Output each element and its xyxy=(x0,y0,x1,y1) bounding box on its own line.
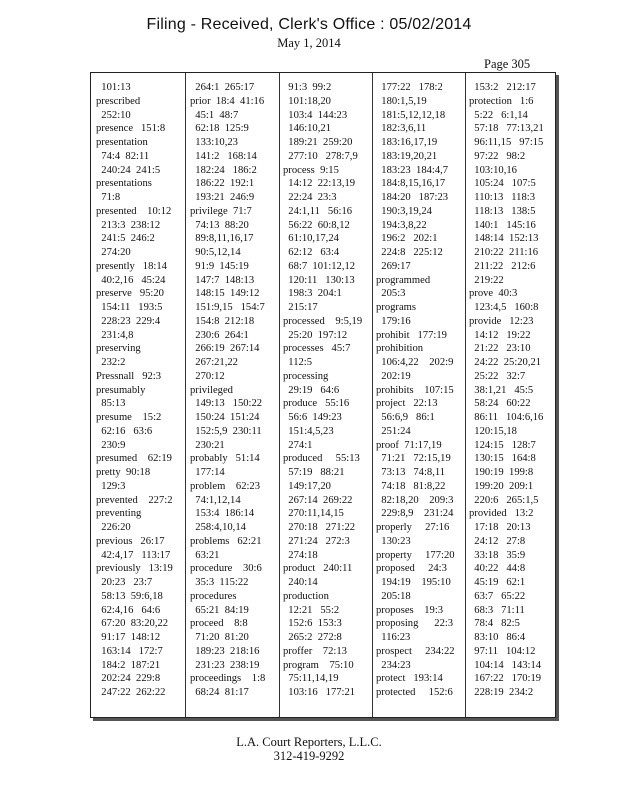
index-entry: 205:18 xyxy=(376,590,411,602)
index-entry: 240:14 xyxy=(283,577,318,588)
index-entry: protection 1:6 xyxy=(469,95,534,107)
index-entry: privilege 71:7 xyxy=(190,205,252,217)
index-entry: 62:16 63:6 xyxy=(96,425,153,437)
index-entry: 62:18 125:9 xyxy=(190,123,249,135)
index-entry: 202:19 xyxy=(376,370,411,382)
index-entry: 25:20 197:12 xyxy=(283,329,348,341)
index-entry: processes 45:7 xyxy=(283,343,351,355)
index-entry: 230:6 264:1 xyxy=(190,329,249,341)
index-entry: 124:15 128:7 xyxy=(469,439,536,451)
index-entry: 56:6 149:23 xyxy=(283,412,342,423)
index-entry: 103:4 144:23 xyxy=(283,109,348,121)
index-entry: 189:21 259:20 xyxy=(283,137,353,148)
index-entry: 57:19 88:21 xyxy=(283,467,345,478)
index-entry: 274:20 xyxy=(96,247,131,258)
index-entry: 40:2,16 45:24 xyxy=(96,274,166,286)
index-entry: 148:14 152:13 xyxy=(469,233,539,245)
index-column-4 xyxy=(376,81,468,717)
index-entry: 152:6 153:3 xyxy=(283,618,342,630)
index-entry: 123:4,5 160:8 xyxy=(469,302,539,313)
index-entry: 189:23 218:16 xyxy=(190,645,260,657)
index-entry: presentations xyxy=(96,178,152,190)
index-entry: 190:19 199:8 xyxy=(469,467,534,478)
index-entry: 154:11 193:5 xyxy=(96,302,163,313)
index-entry: 211:22 212:6 xyxy=(469,260,536,272)
index-entry: 182:24 186:2 xyxy=(190,164,257,176)
index-entry: 91:3 99:2 xyxy=(283,82,332,93)
index-entry: protected 152:6 xyxy=(376,687,453,698)
index-entry: presented 10:12 xyxy=(96,205,172,217)
column-divider xyxy=(185,73,186,717)
index-entry: 194:19 195:10 xyxy=(376,577,451,588)
index-entry: 184:20 187:23 xyxy=(376,192,449,203)
index-entry: 63:21 xyxy=(190,549,220,561)
index-entry: 153:2 212:17 xyxy=(469,82,536,93)
index-entry: proffer 72:13 xyxy=(283,645,347,657)
index-entry: 234:23 xyxy=(376,659,411,671)
index-entry: process 9:15 xyxy=(283,164,339,176)
index-entry: 183:23 184:4,7 xyxy=(376,164,449,176)
index-entry: 74:18 81:8,22 xyxy=(376,480,446,492)
index-entry: product 240:11 xyxy=(283,563,353,575)
index-entry: 181:5,12,12,18 xyxy=(376,109,446,121)
index-entry: 146:10,21 xyxy=(283,123,331,135)
index-entry: 118:13 138:5 xyxy=(469,205,536,217)
index-entry: 74:13 88:20 xyxy=(190,219,249,231)
index-entry: 184:8,15,16,17 xyxy=(376,178,446,190)
index-box xyxy=(90,72,556,718)
index-entry: problem 62:23 xyxy=(190,480,261,492)
index-entry: 241:5 246:2 xyxy=(96,233,155,245)
index-entry: 231:23 238:19 xyxy=(190,659,260,671)
index-entry: 68:3 71:11 xyxy=(469,604,525,616)
index-entry: 199:20 209:1 xyxy=(469,480,534,492)
index-entry: 103:10,16 xyxy=(469,164,517,176)
index-column-5 xyxy=(469,81,561,717)
index-entry: 252:10 xyxy=(96,109,131,121)
index-entry: 147:7 148:13 xyxy=(190,274,255,286)
index-entry: 133:10,23 xyxy=(190,137,238,148)
index-entry: 73:13 74:8,11 xyxy=(376,467,446,478)
index-entry: 193:21 246:9 xyxy=(190,192,255,203)
filing-stamp: Filing - Received, Clerk's Office : 05/02/2014 xyxy=(146,16,472,33)
index-entry: 210:22 211:16 xyxy=(469,247,539,258)
index-entry: privileged xyxy=(190,384,233,396)
index-entry: 56:22 60:8,12 xyxy=(283,219,350,231)
index-entry: procedure 30:6 xyxy=(190,563,262,575)
index-entry: protect 193:14 xyxy=(376,673,443,685)
index-entry: 186:22 192:1 xyxy=(190,178,255,190)
index-entry: 86:11 104:6,16 xyxy=(469,412,544,423)
index-entry: 167:22 170:19 xyxy=(469,673,542,685)
index-entry: 63:7 65:22 xyxy=(469,590,526,602)
index-entry: 274:1 xyxy=(283,439,313,451)
index-entry: 183:16,17,19 xyxy=(376,137,438,148)
index-entry: 271:24 272:3 xyxy=(283,535,350,547)
index-entry: 106:4,22 202:9 xyxy=(376,357,454,368)
index-entry: 179:16 xyxy=(376,315,411,327)
index-entry: 58:13 59:6,18 xyxy=(96,590,163,602)
index-entry: 71:20 81:20 xyxy=(190,632,249,643)
index-entry: 230:9 xyxy=(96,439,126,451)
index-entry: 130:23 xyxy=(376,535,411,547)
column-divider xyxy=(465,73,466,717)
index-entry: presume 15:2 xyxy=(96,412,162,423)
index-column-1 xyxy=(96,81,188,717)
index-entry: 215:17 xyxy=(283,302,318,313)
index-entry: 96:11,15 97:15 xyxy=(469,137,544,148)
index-entry: 65:21 84:19 xyxy=(190,604,249,616)
index-entry: 270:12 xyxy=(190,370,225,382)
index-entry: 24:22 25:20,21 xyxy=(469,357,542,368)
index-entry: prohibition xyxy=(376,343,424,355)
index-entry: presumably xyxy=(96,384,146,396)
index-entry: probably 51:14 xyxy=(190,453,260,465)
index-entry: 75:11,14,19 xyxy=(283,673,339,685)
index-entry: 22:24 23:3 xyxy=(283,192,337,203)
index-entry: program 75:10 xyxy=(283,659,354,671)
index-entry: 116:23 xyxy=(376,632,411,643)
index-entry: 269:17 xyxy=(376,260,411,272)
index-entry: 78:4 82:5 xyxy=(469,618,520,630)
index-entry: 85:13 xyxy=(96,398,126,410)
index-entry: 90:5,12,14 xyxy=(190,247,241,258)
index-entry: 130:15 164:8 xyxy=(469,453,536,465)
index-entry: 67:20 83:20,22 xyxy=(96,618,169,630)
index-entry: 232:2 xyxy=(96,357,126,368)
index-entry: prohibit 177:19 xyxy=(376,329,447,341)
index-entry: 74:4 82:11 xyxy=(96,150,150,162)
index-entry: 183:19,20,21 xyxy=(376,150,438,162)
index-entry: 205:3 xyxy=(376,288,406,300)
index-entry: 38:1,21 45:5 xyxy=(469,384,534,396)
index-entry: 267:14 269:22 xyxy=(283,494,353,506)
index-entry: 17:18 20:13 xyxy=(469,522,531,533)
index-entry: 230:21 xyxy=(190,439,225,451)
index-entry: properly 27:16 xyxy=(376,522,450,533)
index-entry: 184:2 187:21 xyxy=(96,659,161,671)
index-entry: 190:3,19,24 xyxy=(376,205,432,217)
index-entry: 21:22 23:10 xyxy=(469,343,531,355)
index-entry: property 177:20 xyxy=(376,549,455,561)
index-entry: produce 55:16 xyxy=(283,398,350,410)
deposition-date: May 1, 2014 xyxy=(277,36,341,50)
index-entry: 196:2 202:1 xyxy=(376,233,438,245)
index-entry: proposing 22:3 xyxy=(376,618,454,630)
index-entry: presumed 62:19 xyxy=(96,453,172,465)
index-entry: Pressnall 92:3 xyxy=(96,370,162,382)
index-entry: 274:18 xyxy=(283,549,318,561)
index-entry: presence 151:8 xyxy=(96,123,166,135)
index-entry: 151:4,5,23 xyxy=(283,425,334,437)
index-entry: 152:5,9 230:11 xyxy=(190,425,262,437)
index-entry: prevented 227:2 xyxy=(96,494,173,506)
index-entry: 228:23 229:4 xyxy=(96,315,161,327)
index-entry: 226:20 xyxy=(96,522,131,533)
index-entry: presently 18:14 xyxy=(96,260,167,272)
index-entry: 14:12 19:22 xyxy=(469,329,531,341)
index-entry: preventing xyxy=(96,508,142,520)
index-entry: 129:3 xyxy=(96,480,126,492)
index-entry: 82:18,20 209:3 xyxy=(376,494,454,506)
index-entry: 265:2 272:8 xyxy=(283,632,342,643)
index-entry: 198:3 204:1 xyxy=(283,288,342,300)
index-entry: 56:6,9 86:1 xyxy=(376,412,435,423)
index-entry: 20:23 23:7 xyxy=(96,577,153,588)
index-entry: 150:24 151:24 xyxy=(190,412,260,423)
index-entry: 97:22 98:2 xyxy=(469,150,526,162)
index-entry: 228:19 234:2 xyxy=(469,687,534,698)
column-divider xyxy=(279,73,280,717)
index-entry: production xyxy=(283,590,329,602)
reporter-company: L.A. Court Reporters, L.L.C. xyxy=(236,735,382,749)
index-entry: 101:13 xyxy=(96,82,131,93)
index-entry: 120:11 130:13 xyxy=(283,274,355,286)
index-entry: provide 12:23 xyxy=(469,315,534,327)
index-entry: 14:12 22:13,19 xyxy=(283,178,356,190)
index-entry: 240:24 241:5 xyxy=(96,164,161,176)
index-entry: 42:4,17 113:17 xyxy=(96,549,171,561)
index-entry: 83:10 86:4 xyxy=(469,632,526,643)
index-entry: 177:22 178:2 xyxy=(376,82,443,93)
index-entry: 71:21 72:15,19 xyxy=(376,453,451,465)
index-entry: 97:11 104:12 xyxy=(469,645,536,657)
index-entry: produced 55:13 xyxy=(283,453,360,465)
index-entry: preserving xyxy=(96,343,141,355)
index-entry: 91:9 145:19 xyxy=(190,260,249,272)
index-entry: pretty 90:18 xyxy=(96,467,151,478)
index-entry: 149:17,20 xyxy=(283,480,331,492)
index-column-2 xyxy=(190,81,282,717)
index-entry: 251:24 xyxy=(376,425,411,437)
index-entry: problems 62:21 xyxy=(190,535,262,547)
index-entry: procedures xyxy=(190,590,237,602)
index-entry: 24:1,11 56:16 xyxy=(283,205,353,217)
index-entry: provided 13:2 xyxy=(469,508,534,520)
reporter-phone: 312-419-9292 xyxy=(273,749,345,763)
index-entry: 264:1 265:17 xyxy=(190,82,255,93)
index-entry: 24:12 27:8 xyxy=(469,535,526,547)
index-entry: prescribed xyxy=(96,95,141,107)
index-entry: processed 9:5,19 xyxy=(283,315,363,327)
index-entry: programs xyxy=(376,302,417,313)
index-entry: 61:10,17,24 xyxy=(283,233,339,245)
index-entry: 68:24 81:17 xyxy=(190,687,249,698)
index-entry: 140:1 145:16 xyxy=(469,219,536,231)
index-entry: prove 40:3 xyxy=(469,288,518,300)
index-entry: prohibits 107:15 xyxy=(376,384,454,396)
index-entry: 45:1 48:7 xyxy=(190,109,239,121)
index-entry: 213:3 238:12 xyxy=(96,219,161,231)
index-entry: 247:22 262:22 xyxy=(96,687,166,698)
index-entry: 151:9,15 154:7 xyxy=(190,302,265,313)
index-entry: 277:10 278:7,9 xyxy=(283,150,358,162)
index-entry: presentation xyxy=(96,137,148,148)
index-entry: 149:13 150:22 xyxy=(190,398,263,410)
index-entry: 110:13 118:3 xyxy=(469,192,536,203)
index-entry: 266:19 267:14 xyxy=(190,343,260,355)
index-entry: 194:3,8,22 xyxy=(376,219,427,231)
index-entry: 29:19 64:6 xyxy=(283,384,340,396)
index-entry: 71:8 xyxy=(96,192,121,203)
index-entry: 62:4,16 64:6 xyxy=(96,604,161,616)
index-entry: 231:4,8 xyxy=(96,329,134,341)
column-divider xyxy=(372,73,373,717)
index-entry: 35:3 115:22 xyxy=(190,577,249,588)
index-entry: 5:22 6:1,14 xyxy=(469,109,528,121)
index-entry: 177:14 xyxy=(190,467,225,478)
index-entry: 33:18 35:9 xyxy=(469,549,526,561)
index-entry: 74:1,12,14 xyxy=(190,494,241,506)
index-entry: 12:21 55:2 xyxy=(283,604,340,616)
index-entry: 153:4 186:14 xyxy=(190,508,255,520)
index-entry: previous 26:17 xyxy=(96,535,165,547)
page-number: Page 305 xyxy=(484,57,531,71)
index-entry: prospect 234:22 xyxy=(376,645,455,657)
index-entry: 101:18,20 xyxy=(283,95,331,107)
index-entry: 103:16 177:21 xyxy=(283,687,356,698)
index-entry: 219:22 xyxy=(469,274,504,286)
index-entry: 58:24 60:22 xyxy=(469,398,531,410)
index-entry: 154:8 212:18 xyxy=(190,315,255,327)
index-entry: 40:22 44:8 xyxy=(469,563,526,575)
index-entry: prior 18:4 41:16 xyxy=(190,95,265,107)
index-entry: preserve 95:20 xyxy=(96,288,164,300)
index-entry: proposes 19:3 xyxy=(376,604,444,616)
index-entry: proof 71:17,19 xyxy=(376,439,442,451)
index-entry: 148:15 149:12 xyxy=(190,288,260,300)
index-entry: 105:24 107:5 xyxy=(469,178,536,190)
index-entry: previously 13:19 xyxy=(96,563,173,575)
index-entry: 180:1,5,19 xyxy=(376,95,427,107)
index-entry: 267:21,22 xyxy=(190,357,238,368)
index-entry: proceed 8:8 xyxy=(190,618,248,630)
index-entry: 45:19 62:1 xyxy=(469,577,526,588)
index-entry: 258:4,10,14 xyxy=(190,522,246,533)
index-entry: 57:18 77:13,21 xyxy=(469,123,544,135)
index-entry: 68:7 101:12,12 xyxy=(283,260,356,272)
index-entry: 270:11,14,15 xyxy=(283,508,344,520)
index-entry: 104:14 143:14 xyxy=(469,659,542,671)
index-entry: 112:5 xyxy=(283,357,313,368)
index-entry: 220:6 265:1,5 xyxy=(469,494,539,506)
index-entry: processing xyxy=(283,370,329,382)
index-entry: 270:18 271:22 xyxy=(283,522,356,533)
index-entry: 163:14 172:7 xyxy=(96,645,163,657)
index-entry: 25:22 32:7 xyxy=(469,370,526,382)
index-entry: 62:12 63:4 xyxy=(283,247,340,258)
index-entry: 224:8 225:12 xyxy=(376,247,443,258)
index-entry: 89:8,11,16,17 xyxy=(190,233,254,245)
index-column-3 xyxy=(283,81,375,717)
index-entry: 141:2 168:14 xyxy=(190,150,257,162)
index-entry: 229:8,9 231:24 xyxy=(376,508,454,520)
index-entry: proceedings 1:8 xyxy=(190,673,266,685)
index-entry: proposed 24:3 xyxy=(376,563,447,575)
index-entry: 120:15,18 xyxy=(469,425,517,437)
index-entry: 202:24 229:8 xyxy=(96,673,161,685)
index-entry: 182:3,6,11 xyxy=(376,123,427,135)
index-entry: 91:17 148:12 xyxy=(96,632,161,643)
index-entry: project 22:13 xyxy=(376,398,438,410)
index-entry: programmed xyxy=(376,274,431,286)
